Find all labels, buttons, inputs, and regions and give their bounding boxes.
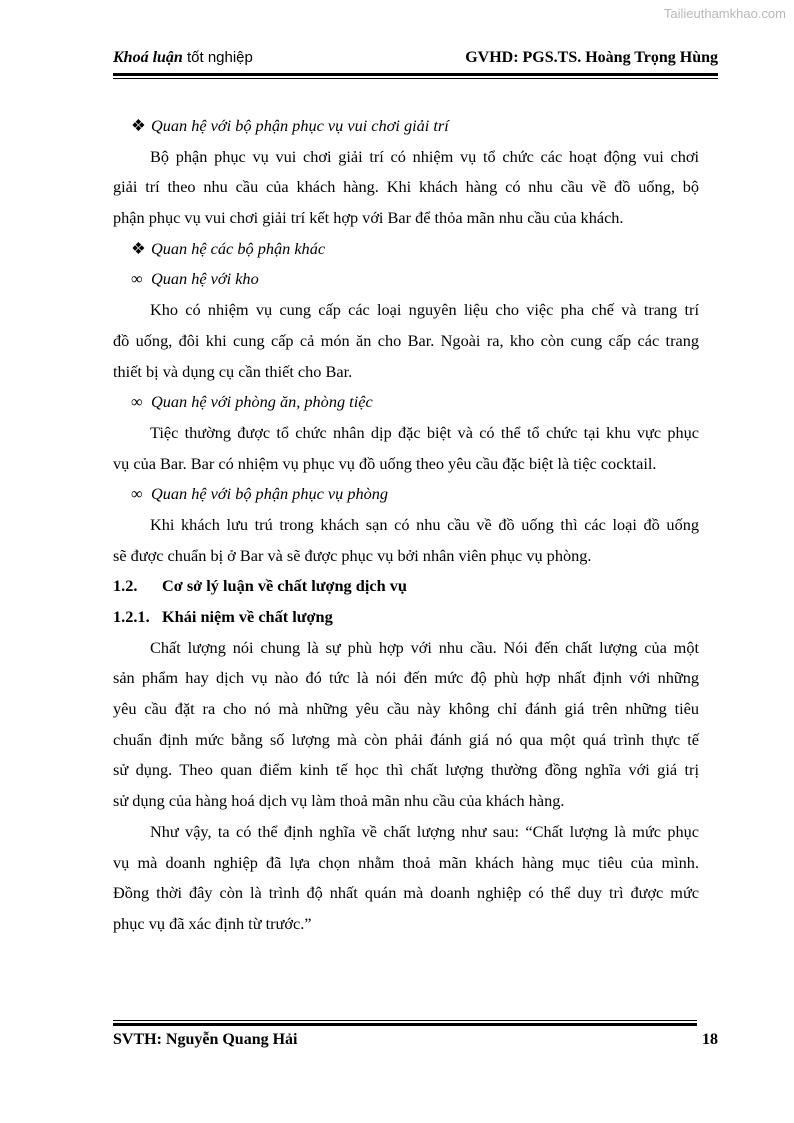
page-number: 18 [702, 1031, 718, 1048]
paragraph-line: sử dụng của hàng hoá dịch vụ làm thoả mãn nhu cầu của khách hàng. [113, 791, 565, 811]
header-left-rest: tốt nghiệp [182, 49, 253, 66]
paragraph-line: yêu cầu đặt ra cho nó mà những yêu cầu này không chỉ đánh giá trên những tiêu [113, 699, 699, 719]
paragraph-line: Đồng thời đây còn là trình độ nhất quán mà doanh nghiệp có thể duy trì được mức [113, 883, 699, 903]
section-heading-1-2-1: 1.2.1. Khái niệm về chất lượng [113, 607, 333, 626]
paragraph-line: sẽ được chuẩn bị ở Bar và sẽ được phục vụ bởi nhân viên phục vụ phòng. [113, 545, 592, 565]
paragraph-line: Tiệc thường được tổ chức nhân dịp đặc biệt và có thể tổ chức tại khu vực phục [150, 422, 699, 442]
subheading-room-service: ∞ Quan hệ với bộ phận phục vụ phòng [113, 479, 699, 510]
page-header [113, 49, 718, 67]
paragraph-line: chuẩn định mức bằng số lượng mà còn phải đánh giá nó qua một quá trình thực tế [113, 729, 699, 749]
paragraph-line: vụ mà doanh nghiệp đã lựa chọn nhằm thoả mãn khách hàng mục tiêu của mình. [113, 852, 699, 872]
page-body [113, 111, 699, 940]
subheading-warehouse: ∞ Quan hệ với kho [113, 264, 699, 295]
paragraph-line: giải trí theo nhu cầu của khách hàng. Khi khách hàng có nhu cầu về đồ uống, bộ [113, 177, 699, 197]
footer-author: SVTH: Nguyễn Quang Hải [113, 1031, 298, 1048]
subheading-other-departments: ❖ Quan hệ các bộ phận khác [113, 234, 699, 265]
header-rule-thin [113, 78, 718, 79]
paragraph-line: đồ uống, đôi khi cung cấp cả món ăn cho Bar. Ngoài ra, kho còn cung cấp các trang [113, 330, 699, 350]
infinity-bullet-icon: ∞ [131, 484, 143, 504]
paragraph-line: vụ của Bar. Bar có nhiệm vụ phục vụ đồ uống theo yêu cầu đặc biệt là tiệc cocktail. [113, 453, 657, 473]
watermark: Tailieuthamkhao.com [663, 6, 786, 21]
infinity-bullet-icon: ∞ [131, 392, 143, 412]
paragraph-line: Bộ phận phục vụ vui chơi giải trí có nhiệm vụ tổ chức các hoạt động vui chơi [150, 146, 699, 166]
footer-rule-thick [113, 1023, 697, 1026]
diamond-bullet-icon: ❖ [131, 116, 146, 135]
subheading-entertainment: ❖ Quan hệ với bộ phận phục vụ vui chơi giải trí [113, 111, 699, 142]
diamond-bullet-icon: ❖ [131, 238, 146, 258]
header-left [113, 49, 253, 67]
header-advisor: GVHD: PGS.TS. Hoàng Trọng Hùng [465, 49, 718, 66]
paragraph-line: sản phẩm hay dịch vụ nào đó tức là nói đến mức độ phù hợp nhất định với những [113, 668, 699, 688]
paragraph-line: Khi khách lưu trú trong khách sạn có nhu cầu về đồ uống thì các loại đồ uống [150, 514, 699, 534]
footer-rule-thin [113, 1020, 697, 1021]
paragraph-line: Chất lượng nói chung là sự phù hợp với nhu cầu. Nói đến chất lượng của một [150, 637, 699, 657]
infinity-bullet-icon: ∞ [131, 269, 143, 289]
page-footer [113, 1031, 718, 1049]
paragraph-line: Như vậy, ta có thể định nghĩa về chất lượng như sau: “Chất lượng là mức phục [150, 821, 699, 841]
paragraph-line: phận phục vụ vui chơi giải trí kết hợp với Bar để thỏa mãn nhu cầu của khách. [113, 208, 624, 228]
header-rule-thick [113, 73, 718, 76]
subheading-banquet: ∞ Quan hệ với phòng ăn, phòng tiệc [113, 387, 699, 418]
paragraph-line: Kho có nhiệm vụ cung cấp các loại nguyên liệu cho việc pha chế và trang trí [150, 300, 699, 320]
paragraph-line: phục vụ đã xác định từ trước.” [113, 913, 312, 933]
paragraph-line: sử dụng. Theo quan điểm kinh tế học thì chất lượng thường đồng nghĩa với giá trị [113, 760, 699, 780]
section-heading-1-2: 1.2. Cơ sở lý luận về chất lượng dịch vụ [113, 576, 407, 596]
header-left-italic: Khoá luận [113, 49, 183, 66]
paragraph-line: thiết bị và dụng cụ cần thiết cho Bar. [113, 361, 353, 381]
